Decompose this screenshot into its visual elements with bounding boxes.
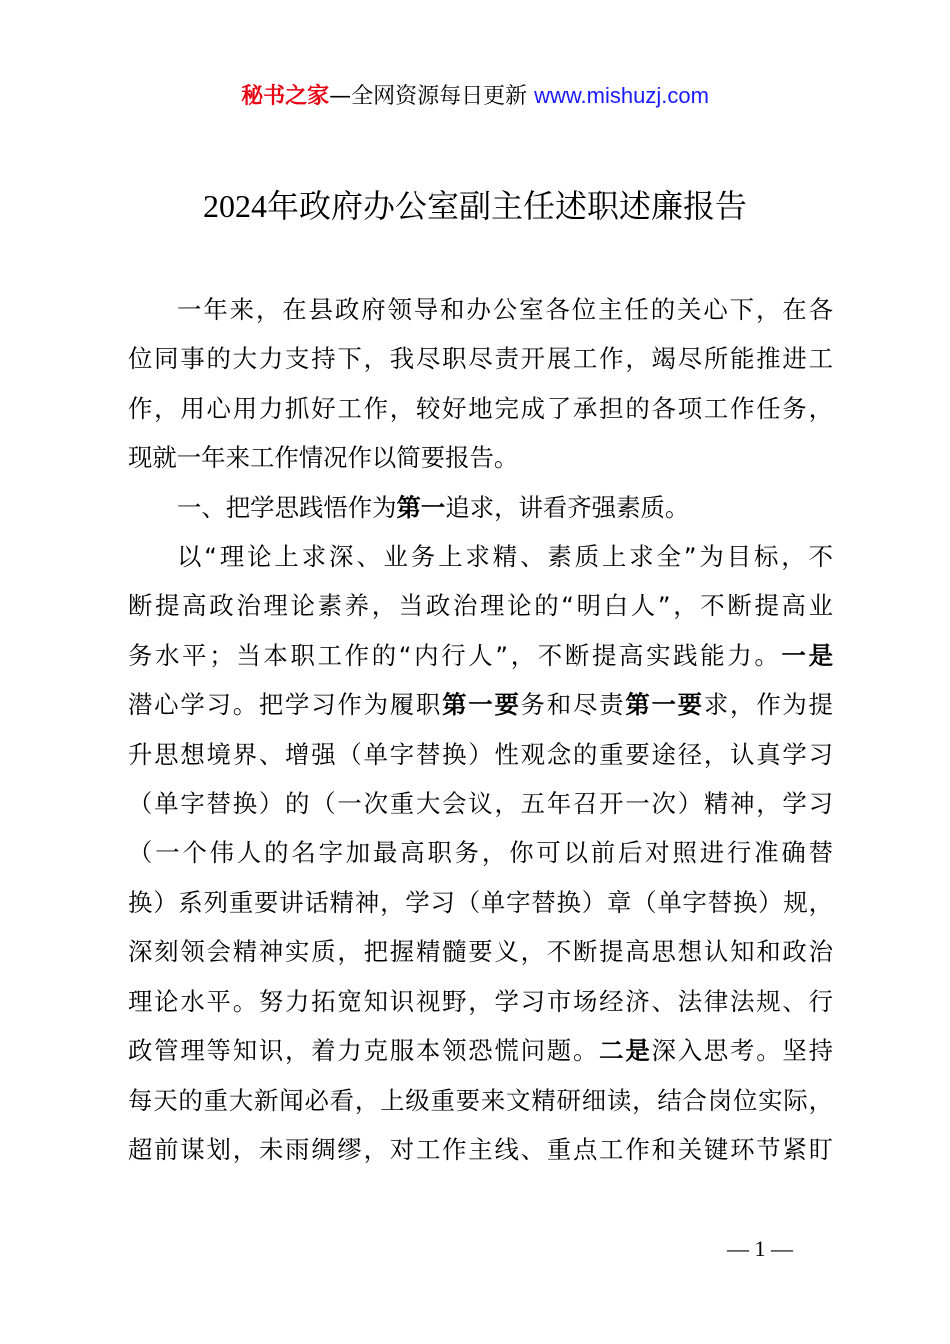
line-text: 务和尽责 <box>520 690 626 720</box>
line-text: 求，作为提 <box>703 690 833 720</box>
line-text: 政管理等知识，着力克服本领恐慌问题。 <box>128 1036 600 1066</box>
bold-marker: 第一要 <box>625 690 704 720</box>
heading-bold-text: 第一 <box>396 492 446 522</box>
text-line: 升思想境界、增强（单字替换）性观念的重要途径，认真学习 <box>128 739 833 769</box>
text-line: 超前谋划，未雨绸缪，对工作主线、重点工作和关键环节紧盯 <box>128 1134 833 1164</box>
text-line: 一年来，在县政府领导和办公室各位主任的关心下，在各 <box>177 295 833 324</box>
body-paragraph <box>128 532 833 1174</box>
document-title <box>0 182 950 230</box>
header-tagline: —全网资源每日更新 <box>329 84 535 109</box>
text-line <box>128 1026 833 1075</box>
section-heading-1 <box>128 483 833 532</box>
bold-marker: 一是 <box>781 640 833 670</box>
text-line: 位同事的大力支持下，我尽职尽责开展工作，竭尽所能推进工 <box>128 344 833 374</box>
text-line: 深刻领会精神实质，把握精髓要义，不断提高思想认知和政治 <box>128 937 833 967</box>
title-text: 年政府办公室副主任述职述廉报告 <box>266 187 747 225</box>
bold-marker: 二是 <box>599 1036 652 1066</box>
text-line: 作，用心用力抓好工作，较好地完成了承担的各项工作任务， <box>128 393 833 423</box>
text-line: （一个伟人的名字加最高职务，你可以前后对照进行准确替 <box>128 838 833 868</box>
intro-paragraph <box>128 285 833 483</box>
brand-name: 秘书之家 <box>241 84 330 109</box>
site-header <box>0 80 950 113</box>
text-line <box>128 631 833 680</box>
bold-marker: 第一要 <box>442 690 521 720</box>
text-line: 理论水平。努力拓宽知识视野，学习市场经济、法律法规、行 <box>128 986 833 1016</box>
site-url-link[interactable]: www.mishuzj.com <box>534 83 709 108</box>
line-text: 潜心学习。把学习作为履职 <box>128 690 443 720</box>
text-line: （单字替换）的（一次重大会议，五年召开一次）精神，学习 <box>128 789 833 819</box>
text-line: 断提高政治理论素养，当政治理论的“明白人”，不断提高业 <box>128 591 833 621</box>
text-line <box>128 483 833 532</box>
line-text: 务水平；当本职工作的“内行人”，不断提高实践能力。 <box>128 640 782 670</box>
text-line: 换）系列重要讲话精神，学习（单字替换）章（单字替换）规， <box>128 887 833 917</box>
text-line: 现就一年来工作情况作以简要报告。 <box>128 443 519 473</box>
page-number: — 1 — <box>727 1236 793 1261</box>
title-year: 2024 <box>202 188 267 224</box>
heading-text: 一、把学思践悟作为 <box>177 492 397 522</box>
text-line <box>128 680 833 729</box>
heading-text: 追求，讲看齐强素质。 <box>445 492 690 522</box>
line-text: 深入思考。坚持 <box>651 1036 833 1066</box>
text-line: 以“理论上求深、业务上求精、素质上求全”为目标，不 <box>177 542 833 572</box>
document-body <box>128 285 833 1174</box>
text-line: 每天的重大新闻必看，上级重要来文精研细读，结合岗位实际， <box>128 1085 833 1115</box>
